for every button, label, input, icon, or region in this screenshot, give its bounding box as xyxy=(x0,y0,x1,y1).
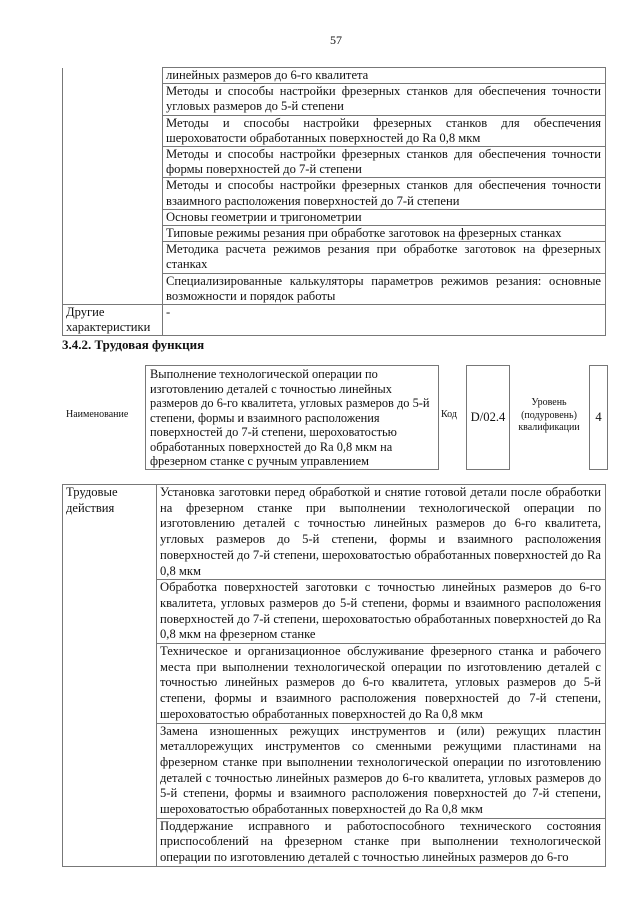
code-value: D/02.4 xyxy=(466,365,510,470)
table-cell: Методы и способы настройки фрезерных станков для обеспечения точности формы поверхностей до 7-й степени xyxy=(163,147,606,178)
page-number: 57 xyxy=(330,33,342,47)
table-row xyxy=(63,147,606,178)
table-cell: Замена изношенных режущих инструментов и (или) режущих пластин металлорежущих инструментов со сменными режущими пластинами на фрезерном станке при выполнении технологической операции по изготовлению деталей с точностью линейных размеров до 6-го квалитета, угловых размеров до 5-й степени, формы и взаимного расположения поверхностей до 7-й степени, шероховатостью обработанных поверхностей до Ra 0,8 мкм xyxy=(157,723,606,818)
table-row xyxy=(63,178,606,209)
actions-label: Трудовые действия xyxy=(63,485,157,867)
table-row xyxy=(63,209,606,225)
table-row xyxy=(63,226,606,242)
other-value: - xyxy=(163,305,606,336)
table-cell: Методы и способы настройки фрезерных станков для обеспечения точности взаимного расположения поверхностей до 7-й степени xyxy=(163,178,606,209)
code-label: Код xyxy=(441,409,457,420)
section-heading: 3.4.2. Трудовая функция xyxy=(62,337,205,352)
table-cell: Установка заготовки перед обработкой и снятие готовой детали после обработки на фрезерном станке при выполнении технологической операции по изготовлению деталей с точностью линейных размеров до 6-го квалитета, угловых размеров до 5-й степени, формы и взаимного расположения поверхностей до 7-й степени, шероховатостью обработанных поверхностей до Ra 0,8 мкм xyxy=(157,485,606,580)
table-cell: Методы и способы настройки фрезерных станков для обеспечения точности угловых размеров до 5-й степени xyxy=(163,84,606,115)
level-label: Уровень (подуровень) квалификации xyxy=(518,397,580,433)
table-row xyxy=(63,115,606,146)
table-cell: Основы геометрии и тригонометрии xyxy=(163,209,606,225)
name-value: Выполнение технологической операции по изготовлению деталей с точностью линейных размеров до 6-го квалитета, угловых размеров до 5-й степени, формы и взаимного расположения поверхностей до 7-й степени, шероховатостью обработанных поверхностей до Ra 0,8 мкм на фрезерном станке с ручным управлением xyxy=(145,365,439,470)
knowledge-table xyxy=(62,67,606,336)
table-row xyxy=(63,242,606,273)
table-cell: Специализированные калькуляторы параметров режимов резания: основные возможности и порядок работы xyxy=(163,273,606,304)
table-row xyxy=(63,273,606,304)
labor-actions-table xyxy=(62,484,606,867)
table-cell: Поддержание исправного и работоспособного технического состояния приспособлений на фрезерном станке при выполнении технологической операции по изготовлению деталей с точностью линейных размеров до 6-го xyxy=(157,818,606,866)
table-cell: Методика расчета режимов резания при обработке заготовок на фрезерных станках xyxy=(163,242,606,273)
table-row xyxy=(63,485,606,580)
table-cell: Типовые режимы резания при обработке заготовок на фрезерных станках xyxy=(163,226,606,242)
table-cell: Методы и способы настройки фрезерных станков для обеспечения шероховатости обработанных поверхностей до Ra 0,8 мкм xyxy=(163,115,606,146)
level-value: 4 xyxy=(589,365,608,470)
table-row xyxy=(63,68,606,84)
other-label: Другие характеристики xyxy=(63,305,163,336)
table-row xyxy=(63,84,606,115)
table-row-other xyxy=(63,305,606,336)
table-cell: Техническое и организационное обслуживание фрезерного станка и рабочего места при выполнении технологической операции по изготовлению деталей с точностью линейных размеров до 6-го квалитета, угловых размеров до 5-й степени, формы и взаимного расположения поверхностей до 7-й степени, шероховатостью обработанных поверхностей до Ra 0,8 мкм xyxy=(157,644,606,724)
table-cell: линейных размеров до 6-го квалитета xyxy=(163,68,606,84)
name-label: Наименование xyxy=(66,409,129,420)
table-cell: Обработка поверхностей заготовки с точностью линейных размеров до 6-го квалитета, угловых размеров до 5-й степени, формы и взаимного расположения поверхностей до 7-й степени, шероховатостью обработанных поверхностей до Ra 0,8 мкм на фрезерном станке xyxy=(157,580,606,644)
